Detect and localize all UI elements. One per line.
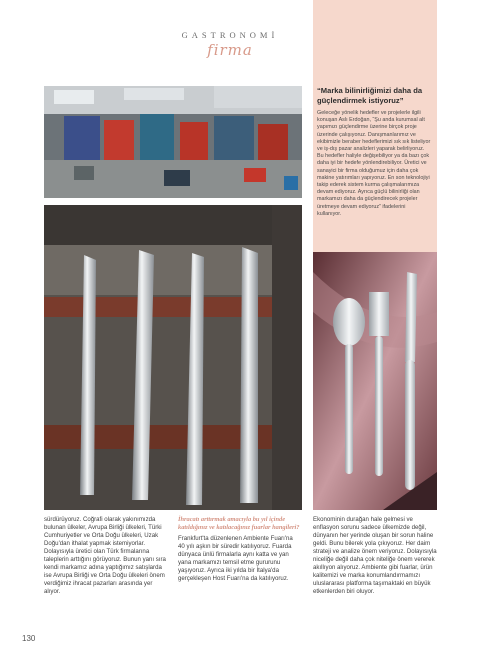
section-title: firma: [207, 41, 253, 59]
interview-answer: Frankfurt'ta düzenlenen Ambiente Fuarı'na 40 yılı aşkın bir süredir katılıyoruz. Fuarda dünyaca ünlü firmalarla aynı katta ve yan yana markamızı temsil etme gururunu yaşıyoruz. Ayrıca iki yılda bir İtalya'da gerçekleşen Host Fuarı'na da katılıyoruz.: [178, 535, 293, 582]
body-column-1: sürdürüyoruz. Coğrafi olarak yakınımızda bulunan ülkeler, Avrupa Birliği ülkeleri, Türki Cumhuriyetler ve Orta Doğu ülkeleri, Uzak Doğu'dan ithalat yapmak istemiyorlar. Dolayısıyla üretici olan Türk firmalarına taleplerin arttığını görüyoruz. Bunun yanı sıra kendi markamız adına yaptığımız satışlarda ise Avrupa Birliği ve Orta Doğu ülkeleri önem verdiğimiz ihracat pazarları arasında yer alıyor.: [44, 516, 166, 595]
factory-floor-photo: [44, 86, 302, 198]
body-column-3: Ekonominin durağan hale gelmesi ve enflasyon sorunu sadece ülkemizde değil, dünyanın her yerinde oluşan bir sorun haline geldi. Bunu bilerek yola çıkıyoruz. Her daim strateji ve analize önem veriyoruz. Dolayısıyla niceliğe değil daha çok niteliğe önem vererek akıllıyon alıyoruz. Ambiente gibi fuarlar, ürün kalitemizi ve marka konumlandırmamızı uluslararası platforma taşımaktaki en büyük etkenlerden biri oluyor.: [313, 516, 437, 595]
cutlery-set-photo: [313, 252, 437, 510]
knife-production-photo: [44, 205, 302, 510]
interview-question: İhracatı arttırmak amacıyla bu yıl içinde katıldığınız ve katılacağınız fuarlar hangileri?: [178, 516, 300, 531]
sidebar-title: “Marka bilinirliğimizi daha da güçlendirmek istiyoruz”: [317, 86, 423, 105]
section-kicker: GASTRONOMİ: [181, 30, 279, 40]
sidebar-body: Geleceğe yönelik hedefler ve projelerle ilgili konuşan Aslı Erdoğan, “Şu anda kurumsal alt yapımızı güçlendirme üzerine birçok proje üzerinde çalışıyoruz. Danışmanlarımız ve ekibimizle beraber hedeflerimizi sık sık listeliyor ve iş-dış pazar analizleri yaparak belirliyoruz. Bu hedefler haliyle değişebiliyor ya da bazı çok daha iyi bir hedefe yönlendirebiliyor. Üretici ve sanayici bir firma olduğumuz için daha çok makine yatırımları yapıyoruz. En son teknolojiyi takip ederek sistem kurma çalışmalarımıza devam ediyoruz. Ayrıca güçlü bilinirliği olan markamızı daha da güçlendirecek projeler üretmeye devam ediyoruz” ifadelerini kullanıyor.: [317, 110, 431, 217]
quote-sidebar: [317, 86, 431, 218]
page-number: 130: [22, 634, 36, 643]
section-header: [150, 30, 310, 59]
body-column-2: [178, 516, 300, 583]
